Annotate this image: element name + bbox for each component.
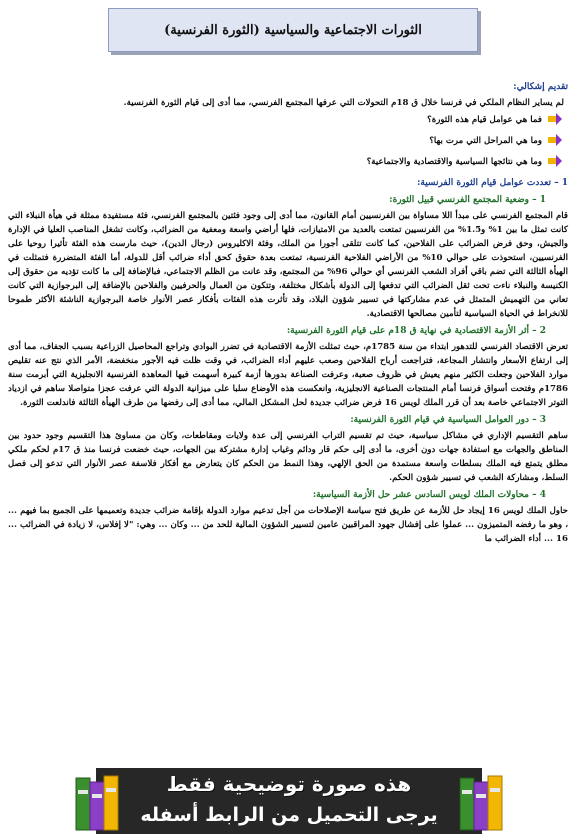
subsection-heading: 3 – دور العوامل السياسية في قيام الثورة الفرنسية: — [350, 415, 546, 425]
banner-line-1: هذه صورة توضيحية فقط — [166, 772, 412, 796]
subsection-heading: 4 – محاولات الملك لويس السادس عشر حل الأزمة السياسية: — [312, 490, 546, 500]
arrow-bullet-icon — [548, 113, 562, 125]
banner-line-2: يرجى التحميل من الرابط أسفله — [140, 804, 438, 826]
question-text: وما هي نتائجها السياسية والاقتصادية والاجتماعية؟ — [366, 157, 542, 167]
paragraph: تعرض الاقتصاد الفرنسي للتدهور ابتداء من سنة 1785م، حيث تمثلت الأزمة الاقتصادية في تضرر البوادي وتراجع المحاصيل الزراعية بسبب الجفاف، مما أدى إلى ارتفاع الأسعار وانتشار المجاعة، فتراجعت أرباح الفلاحين وصعب عليهم أداء الضرائب، في وقت ظلت فيه الأجور منخفضة، الأمر الذي نتج عنه تقليص موارد الفلاحين وجعلت الكثير منهم يعيش في ظروف صعبة، وعرفت الصناعة بدورها أزمة كبيرة أسهمت فيها المعاهدة الفرنسية الانجليزية التي أبرمت سنة 1786م وفتحت أسواق فرنسا أمام المنتجات الصناعية الانجليزية، وانعكست هذه الأوضاع سلبا على ميزانية الدولة التي عرفت عجزا متواصلا ساهم في ازدياد التوتر الاجتماعي خاصة بعد أن قرر الملك لويس 16 فرض ضرائب جديدة لحل المشكل المالي، مما أدى إلى رفضها من طرف الهيأة الثالثة فاندلعت الثورة. — [8, 342, 569, 408]
subsection-heading: 1 – وضعية المجتمع الفرنسي قبيل الثورة: — [389, 195, 546, 205]
paragraph: قام المجتمع الفرنسي على مبدأ اللا مساواة بين الفرنسيين أمام القانون، مما أدى إلى وجود فئتين بالمجتمع الفرنسي، فئة مستفيدة ممثلة في هيأة النبلاء التي كانت تمثل ما بين 1% و1.5% من الفرنسيين تمتعت بالعديد من الامتيازات، فلها أراضي واسعة ومعفية من الضرائب، وكانت تشغل المناصب العليا في الإدارة والجيش، وحق فرض الضرائب على الفلاحين، كما كانت تتلقى أجورا من الملك، وفئة الاكليروس (رجال الدين)، حيث مارست هذه الفئة تأثيرا روحيا على الفرنسيين، استحوذت على حوالي 10% من الأراضي الفلاحية الفرنسية، تمتعت بعدة حقوق كحق أداء ضرائب أقل للدولة، أما الفئة المتضررة فتمثلت في الهيأة الثالثة التي تضم باقي أفراد الشعب الفرنسي أي حوالي 96% من المجتمع، وقد عانت من الظلم الاجتماعي، فبالإضافة إلى ما كانت تؤديه من حقوق إلى الكنيسة والنبلاء ناءت تحت ثقل الضرائب التي تدفعها إلى الدولة بأشكال مختلفة، وتتكون من العمال والحرفيين والفلاحين بالإضافة إلى البرجوازية التي كانت تعاني من التهميش المتمثل في عدم مشاركتها في تسيير شؤون البلاد، وقد تأثرت هذه الفئات بأفكار عصر الأنوار خاصة البرجوازية الناشئة الأكثر طموحا للانخراط في الحياة السياسية لتأمين مصالحها الاقتصادية. — [8, 211, 568, 319]
watermark-banner — [96, 768, 482, 834]
arrow-bullet-icon — [548, 155, 562, 167]
intro-heading: تقديم إشكالي: — [513, 82, 568, 92]
books-icon — [450, 770, 514, 834]
intro-text: لم يساير النظام الملكي في فرنسا خلال ق 18م التحولات التي عرفها المجتمع الفرنسي، مما أدى إلى قيام الثورة الفرنسية. — [123, 98, 564, 108]
section-heading: 1 – تعددت عوامل قيام الثورة الفرنسية: — [417, 178, 568, 188]
document-body — [8, 80, 568, 549]
page-title: الثورات الاجتماعية والسياسية (الثورة الفرنسية) — [108, 8, 478, 52]
question-item — [8, 155, 542, 169]
paragraph: حاول الملك لويس 16 إيجاد حل للأزمة عن طريق فتح سياسة الإصلاحات من أجل تدعيم موارد الدولة بإقامة ضرائب جديدة وتعميمها على الجميع بما فيهم ... ، وهو ما رفضه المتميزون ... عملوا على إفشال جهود المراقبين عامين لتسيير الشؤون المالية للحد من ... وكان ... وهي: "لا إفلاس، لا زيادة في الضرائب ... 16 ... أداء الضرائب ما — [8, 506, 568, 544]
subsection-heading: 2 – أثر الأزمة الاقتصادية في نهاية ق 18م على قيام الثورة الفرنسية: — [286, 326, 546, 336]
arrow-bullet-icon — [548, 134, 562, 146]
question-list — [8, 113, 568, 169]
question-text: وما هي المراحل التي مرت بها؟ — [429, 136, 542, 146]
books-icon — [66, 770, 130, 834]
question-item — [8, 134, 542, 148]
paragraph: ساهم التقسيم الإداري في مشاكل سياسية، حيث تم تقسيم التراب الفرنسي إلى عدة ولايات ومقاطعات، وكان من مساوئ هذا التقسيم وجود حدود بين المناطق والجهات مع استفادة جهات دون أخرى، ما أدى إلى حكم قار ودائم وغياب إدارة مشتركة بين الجهات، حيث خضعت فرنسا منذ ق 17م لحكم ملكي مطلق يتمتع فيه الملك بسلطات واسعة مستمدة من الحق الإلهي، وهذا النمط من الحكم كان يتعارض مع أفكار فلاسفة عصر الأنوار التي تدعو إلى فصل السلط، ومشاركة الشعب في تسيير شؤون الحكم. — [8, 431, 569, 483]
question-text: فما هي عوامل قيام هذه الثورة؟ — [427, 115, 542, 125]
question-item — [8, 113, 542, 127]
